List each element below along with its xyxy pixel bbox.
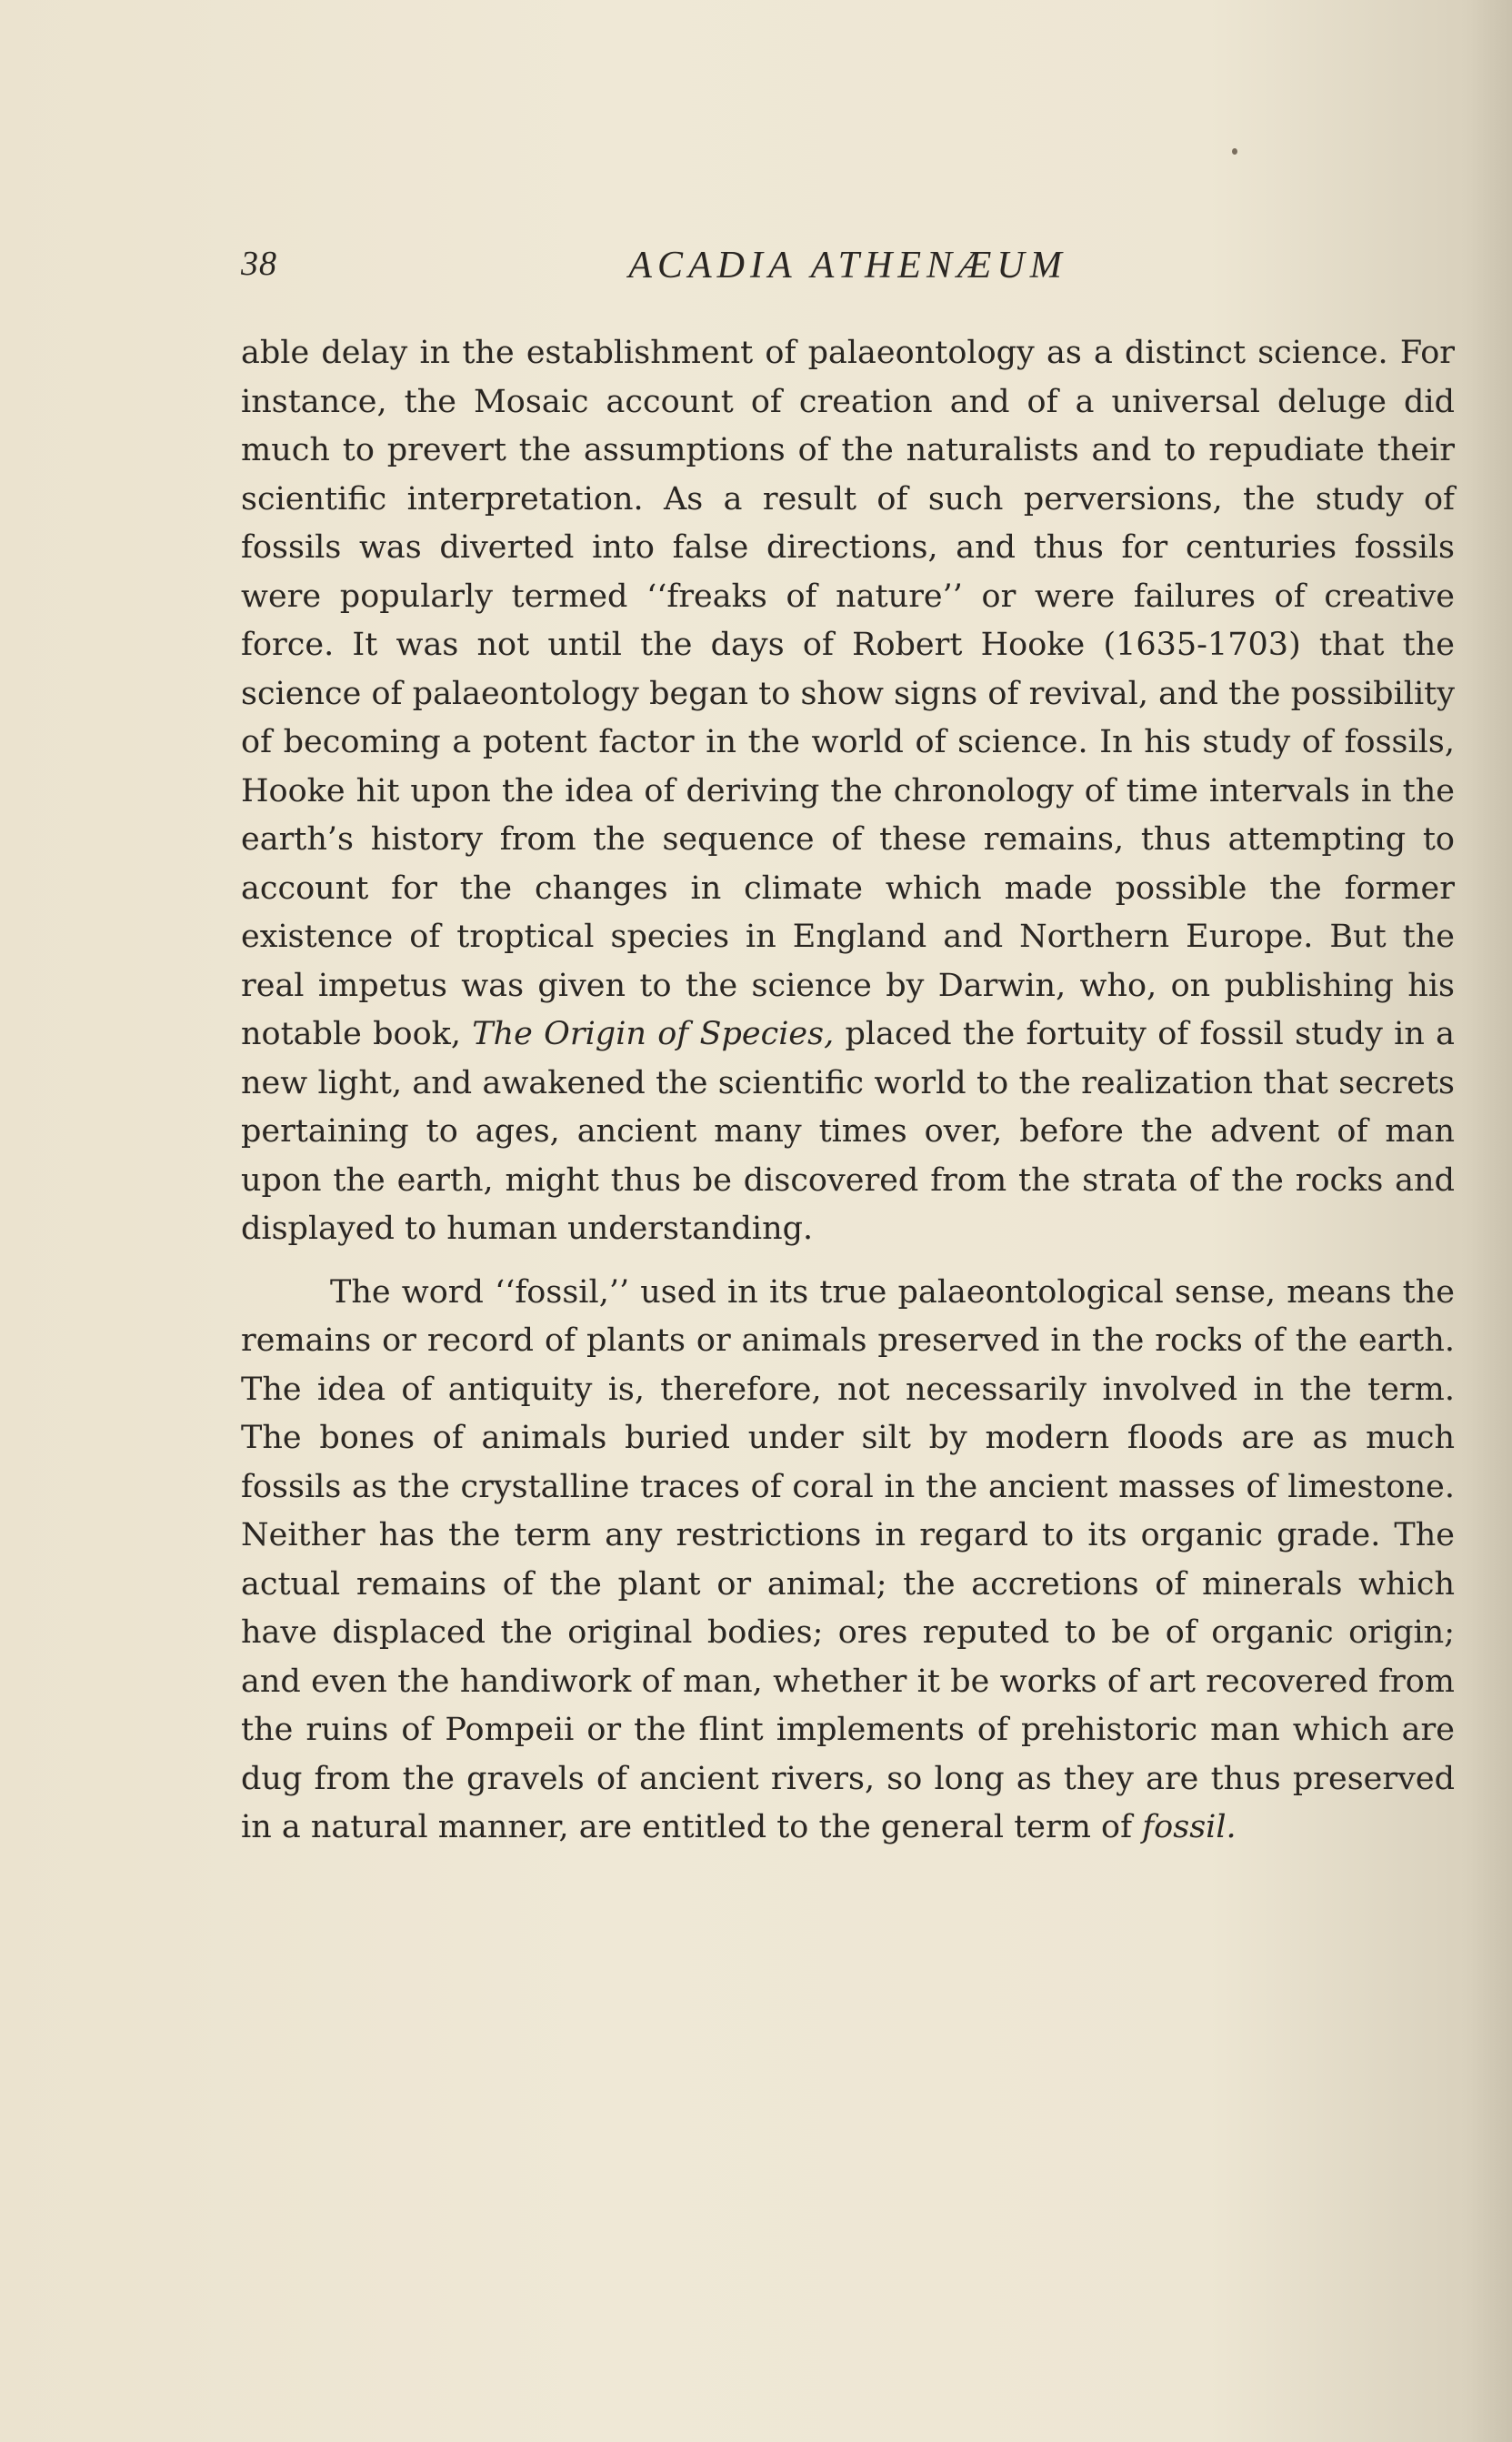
paragraph-1-text-end: placed the fortuity of fossil study in a new light, and awakened the scientific world to the realization that secrets pertaining to ages, ancient many times over, before the advent of man upon the earth, might thus be discovered from the strata of the rocks and displayed to human understanding. bbox=[241, 1016, 1455, 1247]
paragraph-1 bbox=[241, 329, 1455, 1254]
paragraph-2 bbox=[241, 1269, 1455, 1853]
body-text bbox=[241, 329, 1455, 1853]
page-header bbox=[241, 244, 1455, 298]
paragraph-2-text: The word ‘‘fossil,’’ used in its true palaeontological sense, means the remains or record of plants or animals preserved in the rocks of the earth. The idea of antiquity is, therefore, not necessarily involved in the term. The bones of animals buried under silt by modern floods are as much fossils as the crystalline traces of coral in the ancient masses of limestone. Neither has the term any restrictions in regard to its organic grade. The actual remains of the plant or animal; the accretions of minerals which have displaced the original bodies; ores reputed to be of organic origin; and even the handiwork of man, whether it be works of art recovered from the ruins of Pompeii or the flint implements of prehistoric man which are dug from the gravels of ancient rivers, so long as they are thus preserved in a natural manner, are entitled to the general term of bbox=[241, 1273, 1455, 1845]
fossil-term-italic: fossil. bbox=[1142, 1809, 1237, 1845]
running-title: ACADIA ATHENÆUM bbox=[628, 245, 1067, 286]
print-speck bbox=[1232, 148, 1237, 155]
page-number: 38 bbox=[241, 245, 277, 283]
book-title-italic: The Origin of Species, bbox=[472, 1016, 835, 1052]
paragraph-1-text: able delay in the establishment of palaeontology as a distinct science. For instance, the Mosaic account of creation and of a universal deluge did much to prevert the assumptions of the naturalists and to repudiate their scientific interpretation. As a result of such perversions, the study of fossils was diverted into false directions, and thus for centuries fossils were popularly termed ‘‘freaks of nature’’ or were failures of creative force. It was not until the days of Robert Hooke (1635-1703) that the science of palaeontology began to show signs of revival, and the possibility of becoming a potent factor in the world of science. In his study of fossils, Hooke hit upon the idea of deriving the chronology of time intervals in the earth’s history from the sequence of these remains, thus attempting to account for the changes in climate which made possible the former existence of troptical species in England and Northern Europe. But the real impetus was given to the science by Darwin, who, on publishing his notable book, bbox=[241, 335, 1455, 1052]
